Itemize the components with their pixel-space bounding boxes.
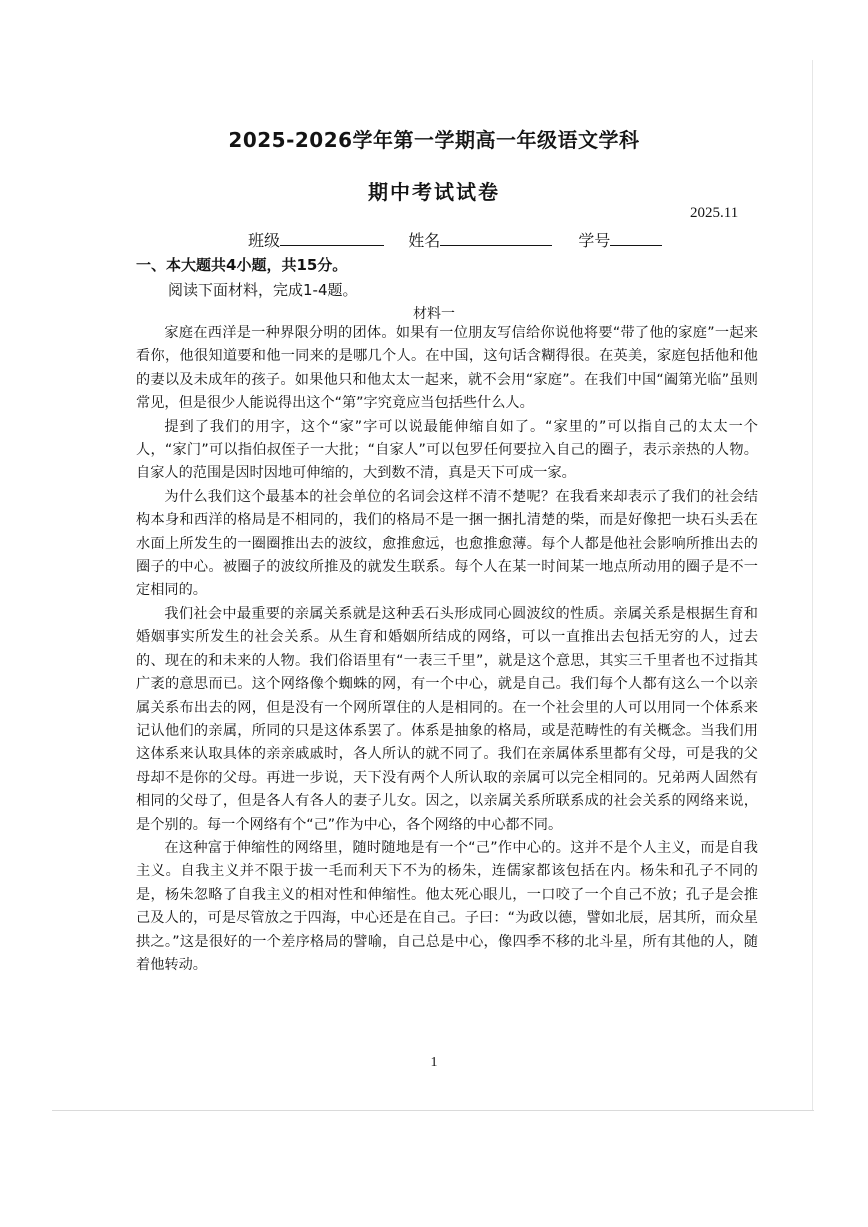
class-blank: [280, 231, 384, 246]
student-info-row: [248, 228, 662, 251]
paragraph: 我们社会中最重要的亲属关系就是这种丢石头形成同心圆波纹的性质。亲属关系是根据生育和婚姻事实所发生的社会关系。从生育和婚姻所结成的网络，可以一直推出去包括无穷的人，过去的、现在的和未来的人物。我们俗语里有“一表三千里”，就是这个意思，其实三千里者也不过指其广袤的意思而已。这个网络像个蜘蛛的网，有一个中心，就是自己。我们每个人都有这么一个以亲属关系布出去的网，但是没有一个网所罩住的人是相同的。在一个社会里的人可以用同一个体系来记认他们的亲属，所同的只是这体系罢了。体系是抽象的格局，或是范畴性的有关概念。当我们用这体系来认取具体的亲亲戚戚时，各人所认的就不同了。我们在亲属体系里都有父母，可是我的父母却不是你的父母。再进一步说，天下没有两个人所认取的亲属可以完全相同的。兄弟两人固然有相同的父母了，但是各人有各人的妻子儿女。因之，以亲属关系所联系成的社会关系的网络来说，是个别的。每一个网络有个“己”作为中心，各个网络的中心都不同。: [136, 605, 758, 833]
exam-title: 2025-2026学年第一学期高一年级语文学科: [228, 128, 640, 152]
name-label: 姓名: [408, 231, 441, 250]
section-instruction: 阅读下面材料，完成1-4题。: [168, 281, 358, 299]
paragraph: 提到了我们的用字，这个“家”字可以说最能伸缩自如了。“家里的”可以指自己的太太一个人，“家门”可以指伯叔侄子一大批；“自家人”可以包罗任何要拉入自己的圈子，表示亲热的人物。自家人的范围是因时因地可伸缩的，大到数不清，真是天下可成一家。: [136, 418, 758, 482]
paragraph: 为什么我们这个最基本的社会单位的名词会这样不清不楚呢？在我看来却表示了我们的社会结构本身和西洋的格局是不相同的，我们的格局不是一捆一捆扎清楚的柴，而是好像把一块石头丢在水面上所发生的一圈圈推出去的波纹，愈推愈远，也愈推愈薄。每个人都是他社会影响所推出去的圈子的中心。被圈子的波纹所推及的就发生联系。每个人在某一时间某一地点所动用的圈子是不一定相同的。: [136, 488, 758, 599]
scan-edge-right: [812, 60, 813, 1110]
name-blank: [440, 231, 552, 246]
page-number: 1: [430, 1055, 438, 1070]
material-body: [136, 322, 758, 977]
paragraph: 家庭在西洋是一种界限分明的团体。如果有一位朋友写信给你说他将要“带了他的家庭”一起来看你，他很知道要和他一同来的是哪几个人。在中国，这句话含糊得很。在英美，家庭包括他和他的妻以及未成年的孩子。如果他只和他太太一起来，就不会用“家庭”。在我们中国“阖第光临”虽则常见，但是很少人能说得出这个“第”字究竟应当包括些什么人。: [136, 325, 758, 412]
scan-edge-bottom: [52, 1110, 814, 1111]
id-blank: [610, 231, 662, 246]
material-title: 材料一: [413, 306, 455, 322]
paragraph: 在这种富于伸缩性的网络里，随时随地是有一个“己”作中心的。这并不是个人主义，而是自我主义。自我主义并不限于拔一毛而利天下不为的杨朱，连儒家都该包括在内。杨朱和孔子不同的是，杨朱忽略了自我主义的相对性和伸缩性。他太死心眼儿，一口咬了一个自己不放；孔子是会推己及人的，可是尽管放之于四海，中心还是在自己。子曰：“为政以德，譬如北辰，居其所，而众星拱之。”这是很好的一个差序格局的譬喻，自己总是中心，像四季不移的北斗星，所有其他的人，随着他转动。: [136, 839, 758, 973]
id-label: 学号: [578, 231, 611, 250]
section-heading: 一、本大题共4小题，共15分。: [136, 256, 348, 274]
exam-subtitle: 期中考试试卷: [368, 180, 500, 204]
exam-date: 2025.11: [690, 205, 739, 221]
class-label: 班级: [248, 231, 281, 250]
